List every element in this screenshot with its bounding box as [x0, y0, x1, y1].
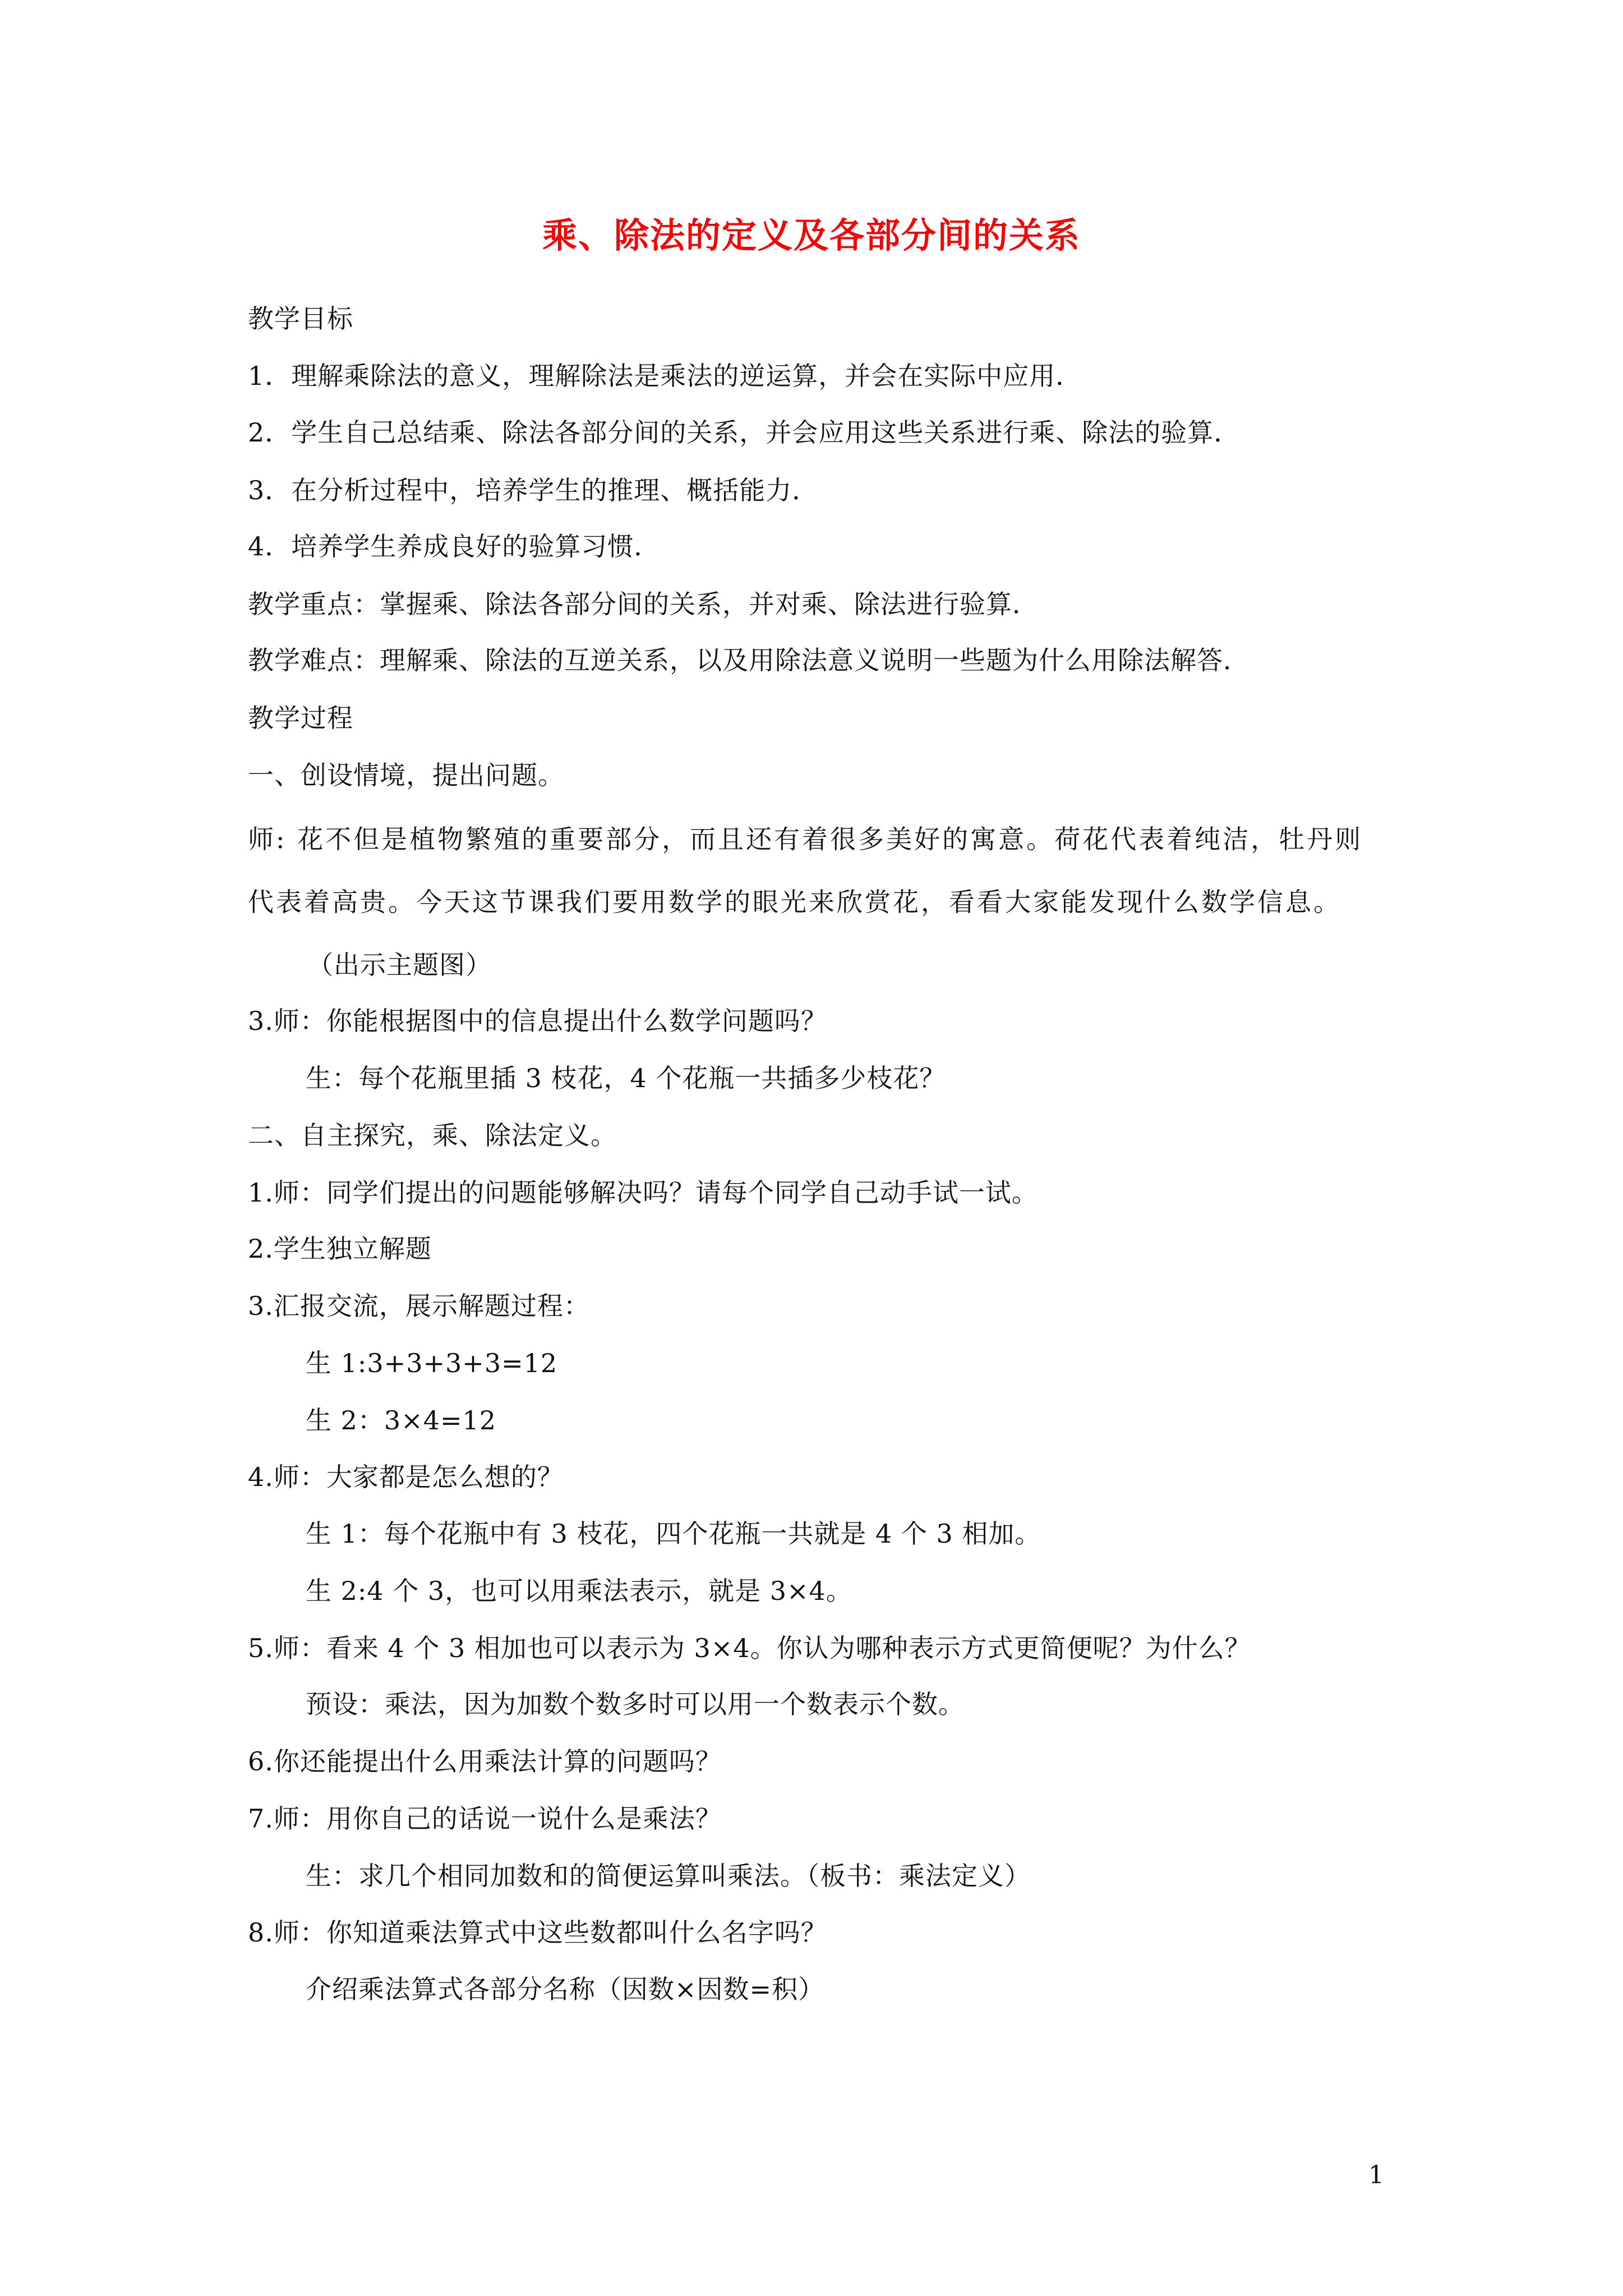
step-5-teacher: 5.师：看来 4 个 3 相加也可以表示为 3×4。你认为哪种表示方式更简便呢？为什么？ [248, 1633, 1251, 1663]
multiplication-parts-intro: 介绍乘法算式各部分名称（因数×因数=积） [306, 1974, 825, 2004]
student-definition: 生：求几个相同加数和的简便运算叫乘法。（板书：乘法定义） [306, 1861, 1031, 1891]
teaching-difficulty: 教学难点：理解乘、除法的互逆关系，以及用除法意义说明一些题为什么用除法解答． [248, 645, 1249, 675]
student-problem: 生：每个花瓶里插 3 枝花，4 个花瓶一共插多少枝花？ [306, 1063, 946, 1093]
teaching-key-point: 教学重点：掌握乘、除法各部分间的关系，并对乘、除法进行验算． [248, 589, 1039, 619]
document-title: 乘、除法的定义及各部分间的关系 [542, 215, 1081, 256]
goal-item-2: 2．学生自己总结乘、除法各部分间的关系，并会应用这些关系进行乘、除法的验算． [248, 417, 1241, 448]
step-3-report: 3.汇报交流，展示解题过程： [248, 1291, 590, 1321]
preset-answer: 预设：乘法，因为加数个数多时可以用一个数表示个数。 [306, 1689, 965, 1719]
goal-item-4: 4．培养学生养成良好的验算习惯． [248, 531, 661, 562]
show-image-note: （出示主题图） [307, 950, 492, 980]
part-one-heading: 一、创设情境，提出问题。 [248, 760, 564, 790]
student-2-explanation: 生 2:4 个 3，也可以用乘法表示，就是 3×4。 [306, 1576, 852, 1606]
step-4-teacher: 4.师：大家都是怎么想的？ [248, 1462, 564, 1492]
step-7-teacher: 7.师：用你自己的话说一说什么是乘法？ [248, 1803, 722, 1834]
page-number: 1 [1368, 2161, 1384, 2189]
step-1-teacher: 1.师：同学们提出的问题能够解决吗？请每个同学自己动手试一试。 [248, 1177, 1038, 1208]
goal-item-1: 1．理解乘除法的意义，理解除法是乘法的逆运算，并会在实际中应用． [248, 361, 1082, 391]
section-heading-teaching-process: 教学过程 [248, 703, 353, 733]
step-8-teacher: 8.师：你知道乘法算式中这些数都叫什么名字吗？ [248, 1917, 827, 1948]
student-2-multiplication: 生 2：3×4=12 [306, 1405, 497, 1435]
step-2-solve: 2.学生独立解题 [248, 1234, 432, 1264]
step-3-teacher-question: 3.师：你能根据图中的信息提出什么数学问题吗？ [248, 1006, 827, 1036]
student-1-addition: 生 1:3+3+3+3=12 [306, 1348, 558, 1378]
goal-item-3: 3．在分析过程中，培养学生的推理、概括能力． [248, 475, 819, 505]
section-heading-teaching-goals: 教学目标 [248, 303, 353, 334]
step-6-question: 6.你还能提出什么用乘法计算的问题吗？ [248, 1746, 722, 1777]
part-two-heading: 二、自主探究，乘、除法定义。 [248, 1120, 617, 1151]
teacher-intro-line-2: 代表着高贵。今天这节课我们要用数学的眼光来欣赏花，看看大家能发现什么数学信息。 [248, 887, 1341, 917]
teacher-intro-line-1: 师: 花不但是植物繁殖的重要部分，而且还有着很多美好的寓意。荷花代表着纯洁，牡丹则 [248, 824, 1363, 854]
student-1-explanation: 生 1：每个花瓶中有 3 枝花，四个花瓶一共就是 4 个 3 相加。 [306, 1519, 1041, 1549]
